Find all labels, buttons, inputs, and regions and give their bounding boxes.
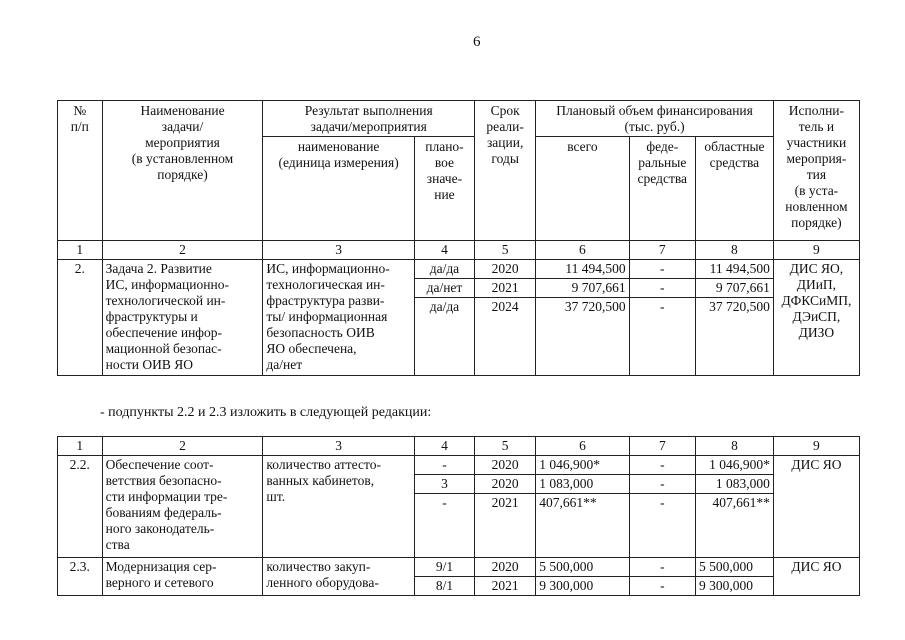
plan-value: 9/1 [414, 558, 474, 577]
col-number: 4 [414, 241, 474, 260]
regional: 1 083,000 [696, 475, 774, 494]
col-number: 4 [414, 437, 474, 456]
header-num: № п/п [58, 101, 103, 241]
col-number: 7 [629, 437, 695, 456]
col-number: 6 [536, 241, 629, 260]
row-executor: ДИС ЯО [773, 558, 859, 596]
total: 407,661** [536, 494, 629, 558]
row-num: 2.3. [58, 558, 103, 596]
year: 2021 [475, 577, 536, 596]
regional: 37 720,500 [696, 298, 774, 376]
federal: - [629, 279, 695, 298]
header-total: всего [536, 137, 629, 241]
header-executor: Исполни- тель и участники мероприя- тия (в уста- новленном порядке) [773, 101, 859, 241]
total: 5 500,000 [536, 558, 629, 577]
col-number: 6 [536, 437, 629, 456]
table-row [58, 558, 860, 577]
col-number: 3 [263, 437, 414, 456]
year: 2020 [475, 475, 536, 494]
header-name: Наименование задачи/ мероприятия (в установленном порядке) [102, 101, 263, 241]
column-number-row [58, 437, 860, 456]
year: 2024 [475, 298, 536, 376]
plan-value: 8/1 [414, 577, 474, 596]
row-result-name: ИС, информационно- технологическая ин- фраструктура разви- ты/ информационная безопасность ОИВ ЯО обеспечена, да/нет [263, 260, 414, 376]
header-term: Срок реали- зации, годы [475, 101, 536, 241]
col-number: 2 [102, 241, 263, 260]
total: 11 494,500 [536, 260, 629, 279]
header-financing: Плановый объем финансирования (тыс. руб.) [536, 101, 774, 137]
regional: 9 300,000 [696, 577, 774, 596]
year: 2020 [475, 456, 536, 475]
page-number: 6 [473, 34, 481, 50]
col-number: 5 [475, 437, 536, 456]
year: 2020 [475, 558, 536, 577]
header-result-name: наименование (единица измерения) [263, 137, 414, 241]
col-number: 2 [102, 437, 263, 456]
header-result-plan: плано- вое значе- ние [414, 137, 474, 241]
regional: 1 046,900* [696, 456, 774, 475]
row-executor: ДИС ЯО [773, 456, 859, 558]
federal: - [629, 456, 695, 475]
col-number: 8 [696, 241, 774, 260]
year: 2020 [475, 260, 536, 279]
plan-value: 3 [414, 475, 474, 494]
federal: - [629, 260, 695, 279]
total: 9 300,000 [536, 577, 629, 596]
row-executor: ДИС ЯО, ДИиП, ДФКСиМП, ДЭиСП, ДИЗО [773, 260, 859, 376]
total: 9 707,661 [536, 279, 629, 298]
row-num: 2. [58, 260, 103, 376]
col-number: 8 [696, 437, 774, 456]
federal: - [629, 577, 695, 596]
row-result-name: количество закуп- ленного оборудова- [263, 558, 414, 596]
table-row [58, 456, 860, 475]
col-number: 3 [263, 241, 414, 260]
row-result-name: количество аттесто- ванных кабинетов, шт. [263, 456, 414, 558]
header-result: Результат выполнения задачи/мероприятия [263, 101, 475, 137]
financing-table-subitems [57, 436, 860, 596]
intro-text: - подпункты 2.2 и 2.3 изложить в следующей редакции: [100, 405, 432, 420]
plan-value: - [414, 456, 474, 475]
header-regional: областные средства [696, 137, 774, 241]
row-name: Задача 2. Развитие ИС, информационно- технологической ин- фраструктуры и обеспечение инфор- мационной безопас- ности ОИВ ЯО [102, 260, 263, 376]
year: 2021 [475, 279, 536, 298]
year: 2021 [475, 494, 536, 558]
col-number: 9 [773, 437, 859, 456]
plan-value: да/нет [414, 279, 474, 298]
total: 37 720,500 [536, 298, 629, 376]
row-name: Модернизация сер- верного и сетевого [102, 558, 263, 596]
federal: - [629, 298, 695, 376]
row-num: 2.2. [58, 456, 103, 558]
regional: 9 707,661 [696, 279, 774, 298]
regional: 11 494,500 [696, 260, 774, 279]
regional: 407,661** [696, 494, 774, 558]
regional: 5 500,000 [696, 558, 774, 577]
col-number: 5 [475, 241, 536, 260]
federal: - [629, 558, 695, 577]
col-number: 1 [58, 437, 103, 456]
header-federal: феде- ральные средства [629, 137, 695, 241]
table-row [58, 260, 860, 279]
total: 1 046,900* [536, 456, 629, 475]
federal: - [629, 475, 695, 494]
column-number-row [58, 241, 860, 260]
col-number: 9 [773, 241, 859, 260]
federal: - [629, 494, 695, 558]
col-number: 7 [629, 241, 695, 260]
financing-table-task-2 [57, 100, 860, 376]
col-number: 1 [58, 241, 103, 260]
plan-value: - [414, 494, 474, 558]
plan-value: да/да [414, 298, 474, 376]
plan-value: да/да [414, 260, 474, 279]
total: 1 083,000 [536, 475, 629, 494]
row-name: Обеспечение соот- ветствия безопасно- сти информации тре- бованиям федераль- ного законодатель- ства [102, 456, 263, 558]
